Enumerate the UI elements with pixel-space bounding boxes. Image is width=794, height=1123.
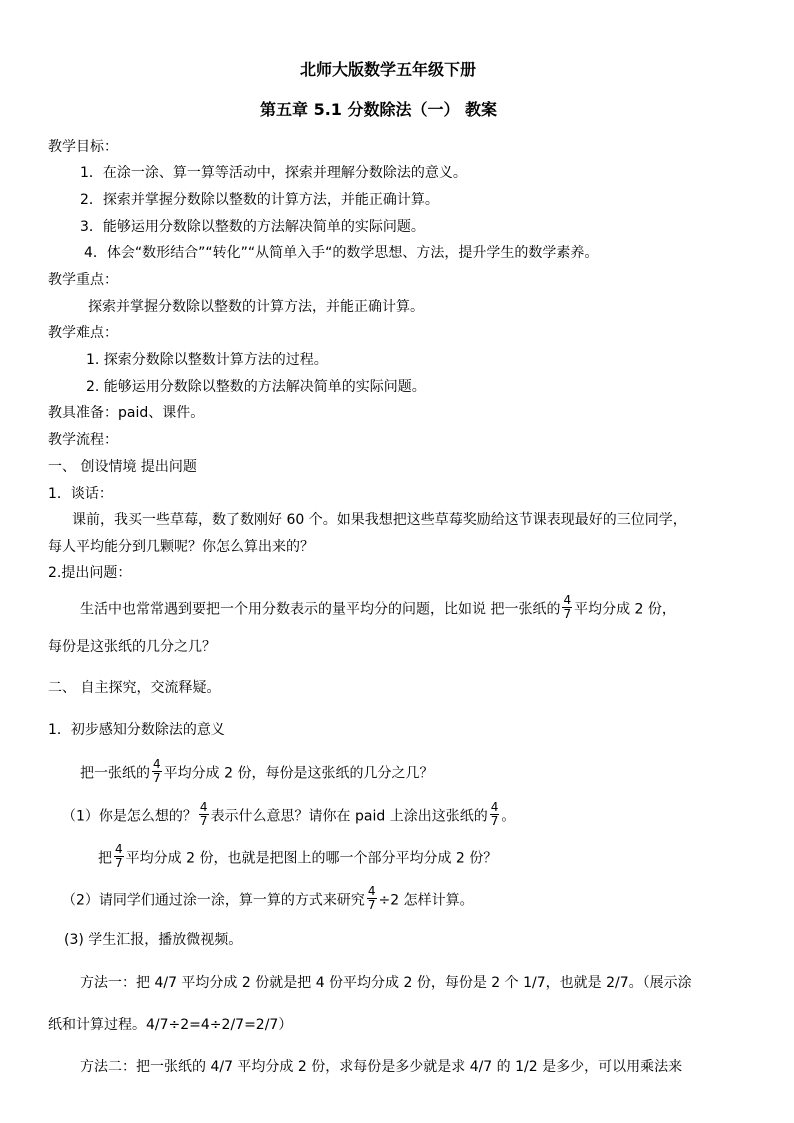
section-1-heading: 一、 创设情境 提出问题	[48, 459, 197, 475]
question-3: (3) 学生汇报，播放微视频。	[64, 932, 243, 948]
goal-4: 4．体会“数形结合”“转化”“从简单入手“的数学思想、方法，提升学生的数学素养。	[84, 245, 599, 261]
fraction-four-sevenths	[114, 843, 124, 870]
question-2	[62, 884, 474, 914]
s1-item-2-text-a	[80, 593, 676, 623]
text-segment: （2）请同学们通过涂一涂，算一算的方式来研究	[62, 892, 365, 909]
difficulty-heading: 教学难点：	[48, 325, 118, 341]
text-segment: 把	[98, 850, 112, 867]
fraction-numerator: 4	[115, 842, 123, 856]
method-1-line-b: 纸和计算过程。4/7÷2=4÷2/7=2/7）	[48, 1017, 293, 1033]
fraction-numerator: 4	[490, 800, 499, 814]
key-heading: 教学重点：	[48, 272, 118, 288]
goal-3: 3．能够运用分数除以整数的方法解决简单的实际问题。	[80, 219, 425, 235]
fraction-four-sevenths	[199, 801, 209, 828]
goals-heading: 教学目标：	[48, 139, 118, 155]
fraction-numerator: 4	[199, 800, 208, 814]
s1-item-2: 2.提出问题：	[48, 565, 132, 581]
goal-1: 1．在涂一涂、算一算等活动中，探索并理解分数除法的意义。	[80, 165, 467, 181]
text-segment: 把一张纸的	[80, 765, 150, 782]
s2-item-1-text	[80, 757, 434, 787]
flow-heading: 教学流程：	[48, 432, 118, 448]
method-2-line-a: 方法二：把一张纸的 4/7 平均分成 2 份，求每份是多少就是求 4/7 的 1/2 是多少，可以用乘法来	[80, 1059, 683, 1075]
section-2-heading: 二、 自主探究，交流释疑。	[48, 680, 221, 696]
difficulty-1: 1. 探索分数除以整数计算方法的过程。	[86, 352, 328, 368]
question-1-followup	[98, 842, 498, 872]
fraction-four-sevenths	[562, 594, 572, 621]
s1-item-2-text-b: 每份是这张纸的几分之几？	[48, 639, 216, 655]
text-segment: 平均分成 2 份，	[574, 601, 676, 618]
tools-line: 教具准备：paid、课件。	[48, 405, 205, 421]
fraction-denominator: 7	[490, 814, 499, 828]
fraction-denominator: 7	[115, 856, 123, 870]
s1-item-1-text-b: 每人平均能分到几颗呢？你怎么算出来的？	[48, 539, 314, 555]
difficulty-2: 2. 能够运用分数除以整数的方法解决简单的实际问题。	[86, 379, 426, 395]
fraction-denominator: 7	[153, 771, 161, 785]
fraction-denominator: 7	[367, 898, 376, 912]
text-segment: ÷2 怎样计算。	[378, 892, 474, 909]
text-segment: 平均分成 2 份，每份是这张纸的几分之几？	[163, 765, 434, 782]
doc-title: 北师大版数学五年级下册	[300, 60, 477, 79]
fraction-numerator: 4	[153, 757, 161, 771]
fraction-denominator: 7	[199, 814, 208, 828]
s2-item-1: 1．初步感知分数除法的意义	[48, 722, 225, 738]
text-segment: 。	[501, 808, 516, 825]
text-segment: 表示什么意思？请你在 paid 上涂出这张纸的	[210, 808, 488, 825]
doc-subtitle: 第五章 5.1 分数除法（一） 教案	[260, 100, 498, 119]
key-point-1: 探索并掌握分数除以整数的计算方法，并能正确计算。	[88, 299, 424, 315]
fraction-four-sevenths	[152, 758, 162, 785]
fraction-numerator: 4	[367, 884, 376, 898]
text-segment: 平均分成 2 份，也就是把图上的哪一个部分平均分成 2 份？	[125, 850, 498, 867]
fraction-denominator: 7	[563, 607, 572, 621]
s1-item-1: 1．谈话：	[48, 486, 113, 502]
fraction-numerator: 4	[563, 593, 572, 607]
text-segment: （1）你是怎么想的？	[62, 808, 197, 825]
text-segment: 生活中也常常遇到要把一个用分数表示的量平均分的问题，比如说 把一张纸的	[80, 601, 561, 618]
question-1	[62, 800, 516, 830]
goal-2: 2．探索并掌握分数除以整数的计算方法，并能正确计算。	[80, 192, 439, 208]
fraction-four-sevenths	[367, 885, 377, 912]
s1-item-1-text-a: 课前，我买一些草莓，数了数刚好 60 个。如果我想把这些草莓奖励给这节课表现最好的三位同学，	[72, 512, 687, 528]
fraction-four-sevenths	[490, 801, 500, 828]
method-1-line-a: 方法一：把 4/7 平均分成 2 份就是把 4 份平均分成 2 份，每份是 2 个 1/7，也就是 2/7。（展示涂	[80, 975, 692, 991]
